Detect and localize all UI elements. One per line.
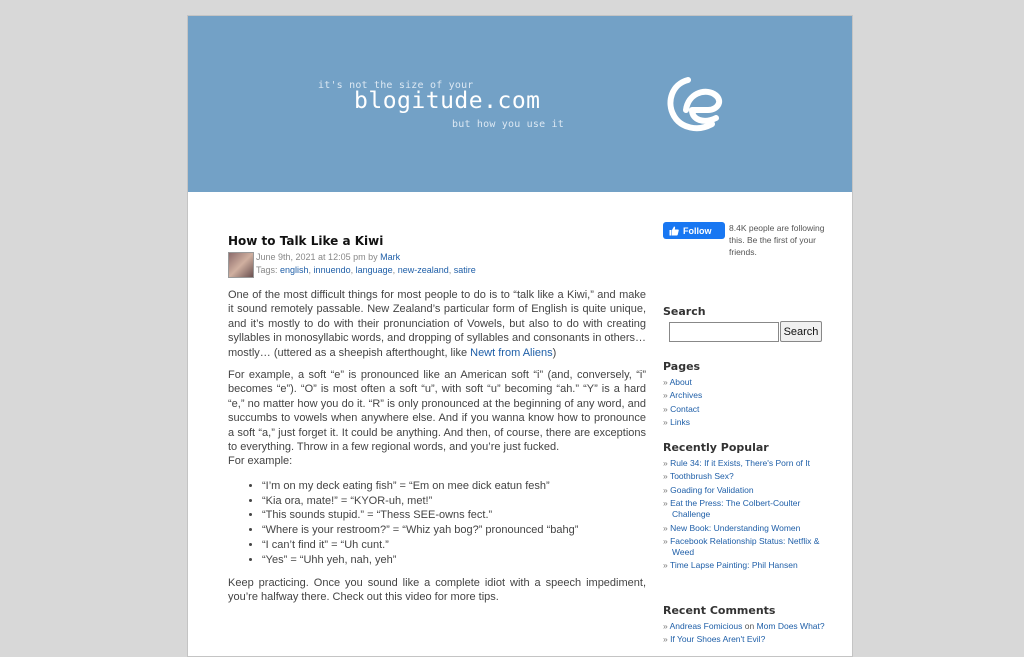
list-item: » Eat the Press: The Colbert-Coulter Challenge [663, 498, 801, 520]
search-heading: Search [663, 305, 706, 318]
list-item: » Goading for Validation [663, 484, 754, 495]
comments-heading: Recent Comments [663, 604, 776, 617]
list-item: • “Kia ora, mate!” = “KYOR-uh, met!” [262, 494, 646, 509]
examples-list [228, 479, 646, 568]
thumbs-up-icon [669, 226, 679, 236]
paragraph-1 [228, 288, 646, 360]
page-link-links[interactable]: Links [670, 417, 690, 428]
avatar [228, 252, 254, 278]
comment-author-link[interactable]: Andreas Fomicious [669, 621, 743, 631]
facebook-follow-text: 8.4K people are following this. Be the first of your friends. [729, 223, 825, 257]
tags-label: Tags: [256, 265, 281, 275]
tag-link[interactable]: language [355, 265, 393, 275]
list-item: • “This sounds stupid.” = “Thess SEE-owns fect.” [262, 508, 646, 523]
list-item: » Contact [663, 403, 700, 414]
popular-post-link[interactable]: Eat the Press: The Colbert-Coulter Challenge [670, 498, 801, 520]
tag-link[interactable]: satire [453, 265, 476, 275]
popular-post-link[interactable]: New Book: Understanding Women [670, 522, 801, 533]
page-container [187, 15, 853, 657]
list-item: » About [663, 377, 692, 387]
popular-post-link[interactable]: Rule 34: If it Exists, There's Porn of It [670, 458, 810, 468]
popular-heading: Recently Popular [663, 441, 769, 454]
popular-post-link[interactable]: Toothbrush Sex? [669, 471, 734, 482]
page-link-about[interactable]: About [669, 377, 692, 387]
comments-list [663, 621, 831, 648]
paragraph-1-end: ) [552, 346, 557, 359]
list-item: • “I’m on my deck eating fish” = “Em on mee dick eatun fesh” [262, 479, 646, 494]
search-button[interactable]: Search [780, 321, 822, 342]
follow-label: Follow [683, 225, 712, 236]
post-tags-line: Tags: english, innuendo, language, new-zealand, satire [256, 265, 476, 275]
popular-post-link[interactable]: Time Lapse Painting: Phil Hansen [669, 560, 798, 571]
site-name-link[interactable]: blogitude.com [354, 88, 541, 114]
paragraph-1-text: One of the most difficult things for most people to do is to “talk like a Kiwi,” and make it sound remotely passable. New Zealand’s particular form of English is quite unique, and it’s mostly to do with their pronunciation of Vowels, but also to do with creating syllables in monosyllabic words, and dropping of syllables and consonants in others… mostly… (uttered as a sheepish afterthought, like [228, 289, 646, 359]
paragraph-3: Keep practicing. Once you sound like a complete idiot with a speech impediment, you’re halfway there. Check out this video for more tips. [228, 576, 646, 604]
search-input[interactable] [669, 322, 779, 342]
newt-link[interactable]: Newt from Aliens [470, 346, 553, 359]
page-link-archives[interactable]: Archives [669, 390, 703, 401]
blogitude-e-logo-icon[interactable] [664, 74, 728, 134]
list-item: » Time Lapse Painting: Phil Hansen [663, 560, 798, 571]
post-date: June 9th, 2021 at 12:05 pm by [256, 252, 381, 262]
tagline-top: it's not the size of your [318, 80, 474, 91]
list-item: » Archives [663, 390, 703, 401]
post-meta [228, 252, 646, 278]
list-item: • “Where is your restroom?” = “Whiz yah bog?” pronounced “bahg” [262, 523, 646, 538]
author-link[interactable]: Mark [380, 252, 401, 262]
paragraph-2-text: For example, a soft “e” is pronounced like an American soft “i” (and, conversely, “i” becomes “e”). “O” is most often a soft “u”, with soft “u” becoming “ah.” “Y” is a hard “e,” no matter how you do it. “R” is only pronounced at the beginning of any word, and succumbs to vowels when anywhere else. And if you wanna know how to pronounce a soft “a,” just forget it. It could be anything. And then, of course, there are exceptions to everything. Throw in a few regional words, and you’re just fucked. [228, 369, 646, 454]
list-item: • “Yes” = “Uhh yeh, nah, yeh” [262, 553, 646, 568]
popular-list [663, 458, 831, 574]
list-item: » Links [663, 417, 690, 428]
tag-link[interactable]: new-zealand [397, 265, 449, 275]
list-item: • “I can’t find it” = “Uh cunt.” [262, 538, 646, 553]
post-title[interactable]: How to Talk Like a Kiwi [228, 234, 384, 248]
popular-post-link[interactable]: Goading for Validation [670, 484, 754, 495]
page-link-contact[interactable]: Contact [670, 403, 700, 414]
site-header [188, 16, 852, 192]
list-item: » If Your Shoes Aren't Evil? [663, 634, 766, 645]
tag-link[interactable]: innuendo [313, 265, 351, 275]
popular-post-link[interactable]: Facebook Relationship Status: Netflix & Weed [670, 535, 820, 557]
paragraph-2-tail: For example: [228, 455, 293, 468]
list-item: » Andreas Fomicious on Mom Does What? [663, 621, 825, 631]
pages-heading: Pages [663, 360, 701, 373]
pages-list [663, 377, 831, 431]
facebook-follow-button[interactable] [663, 222, 725, 239]
paragraph-2 [228, 368, 646, 454]
list-item: » Toothbrush Sex? [663, 471, 734, 482]
post-date-line [256, 252, 400, 262]
list-item: » Rule 34: If it Exists, There's Porn of It [663, 458, 810, 468]
tagline-bottom: but how you use it [452, 119, 564, 130]
comment-post-link[interactable]: Mom Does What? [756, 621, 825, 631]
list-item: » Facebook Relationship Status: Netflix & Weed [663, 535, 820, 557]
tag-link[interactable]: english [280, 265, 309, 275]
post-content [228, 234, 646, 612]
comment-post-link[interactable]: If Your Shoes Aren't Evil? [670, 634, 766, 645]
list-item: » New Book: Understanding Women [663, 522, 801, 533]
